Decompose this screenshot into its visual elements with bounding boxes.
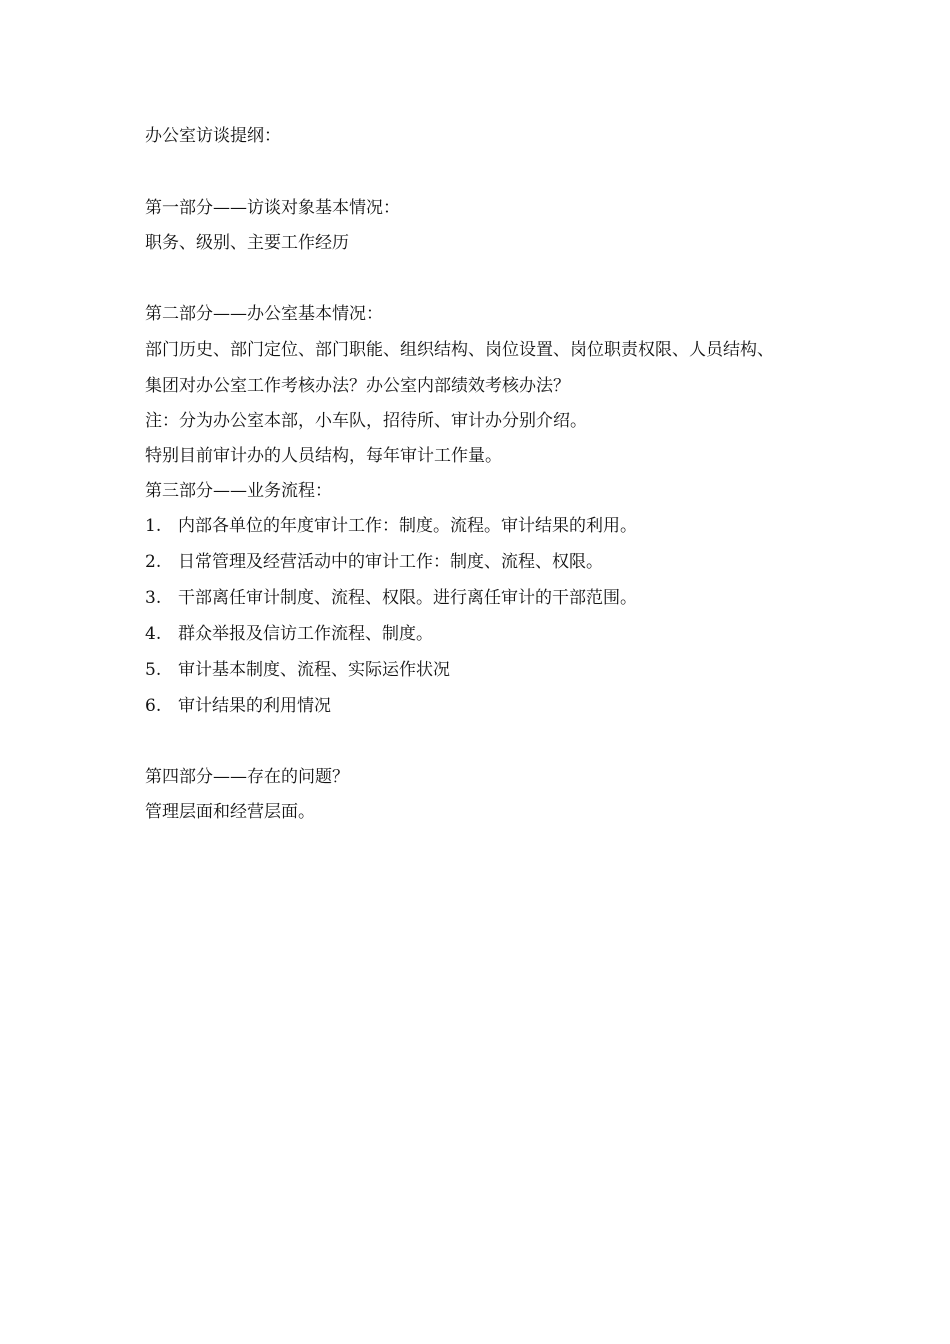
- spacer: [145, 646, 845, 658]
- spacer: [145, 610, 845, 622]
- list-text: 审计基本制度、流程、实际运作状况: [178, 660, 450, 680]
- list-text: 审计结果的利用情况: [178, 696, 331, 716]
- part4-heading: 第四部分——存在的问题？: [145, 767, 349, 787]
- spacer: [145, 433, 845, 444]
- spacer: [145, 255, 845, 302]
- spacer: [145, 148, 845, 196]
- part1-heading: 第一部分——访谈对象基本情况：: [145, 198, 400, 218]
- list-text: 群众举报及信访工作流程、制度。: [178, 624, 433, 644]
- part3-heading: 第三部分——业务流程：: [145, 481, 332, 501]
- list-item: [145, 658, 845, 682]
- spacer: [145, 789, 845, 800]
- list-number: 6.: [145, 696, 162, 716]
- document-title: 办公室访谈提纲：: [145, 126, 281, 146]
- spacer: [145, 468, 845, 479]
- list-text: 日常管理及经营活动中的审计工作：制度、流程、权限。: [178, 552, 603, 572]
- spacer: [145, 398, 845, 409]
- list-number: 4.: [145, 624, 162, 644]
- list-number: 1.: [145, 516, 162, 536]
- spacer: [145, 220, 845, 231]
- spacer: [145, 538, 845, 550]
- list-item: [145, 514, 845, 538]
- list-number: 2.: [145, 552, 162, 572]
- list-item: [145, 622, 845, 646]
- part2-line: 特别目前审计办的人员结构，每年审计工作量。: [145, 446, 502, 466]
- part2-heading: 第二部分——办公室基本情况：: [145, 304, 383, 324]
- part1-text: 职务、级别、主要工作经历: [145, 233, 349, 253]
- list-number: 5.: [145, 660, 162, 680]
- document-body: [145, 124, 845, 824]
- list-item: [145, 694, 845, 718]
- spacer: [145, 574, 845, 586]
- list-item: [145, 550, 845, 574]
- spacer: [145, 362, 845, 374]
- part2-line: 集团对办公室工作考核办法？办公室内部绩效考核办法？: [145, 376, 570, 396]
- spacer: [145, 503, 845, 514]
- part2-note: 注：分为办公室本部，小车队，招待所、审计办分别介绍。: [145, 411, 587, 431]
- part4-text: 管理层面和经营层面。: [145, 802, 315, 822]
- list-text: 干部离任审计制度、流程、权限。进行离任审计的干部范围。: [178, 588, 637, 608]
- spacer: [145, 718, 845, 765]
- spacer: [145, 326, 845, 338]
- part2-line: 部门历史、部门定位、部门职能、组织结构、岗位设置、岗位职责权限、人员结构、: [145, 340, 774, 360]
- list-number: 3.: [145, 588, 162, 608]
- list-item: [145, 586, 845, 610]
- spacer: [145, 682, 845, 694]
- list-text: 内部各单位的年度审计工作：制度。流程。审计结果的利用。: [178, 516, 637, 536]
